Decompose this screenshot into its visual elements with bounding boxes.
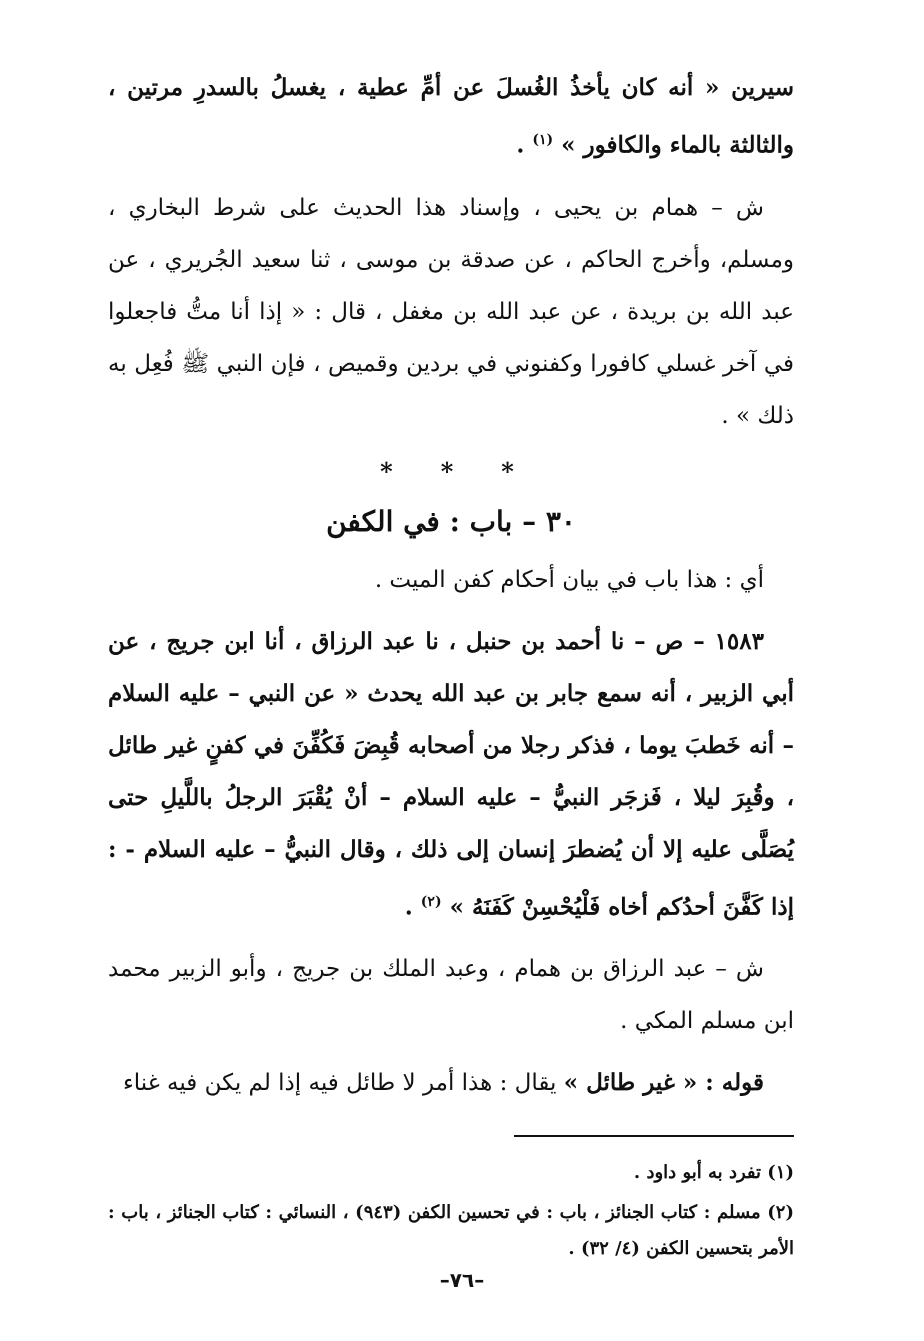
paragraph-text: يقال : هذا أمر لا طائل فيه إذا لم يكن فيه غناء <box>122 1070 564 1097</box>
footnote-ref-2: (٢) <box>420 893 442 910</box>
separator-star: * <box>440 456 462 486</box>
paragraph-explanation <box>108 1057 794 1109</box>
paragraph-commentary-1: ش – همام بن يحيى ، وإسناد هذا الحديث على شرط البخاري ، ومسلم، وأخرج الحاكم ، عن صدقة بن موسى ، ثنا سعيد الجُريري ، عن عبد الله بن بريدة ، عن عبد الله بن مغفل ، قال : « إذا أنا متُّ فاجعلوا في آخر غسلي كافورا وكفنوني في بردين وقميص ، فإن النبي ﷺ فُعِل به ذلك » . <box>108 194 794 429</box>
separator-star: * <box>501 456 522 486</box>
paragraph-chapter-intro: أي : هذا باب في بيان أحكام كفن الميت . <box>374 566 764 593</box>
paragraph-hadith-continuation <box>108 62 794 172</box>
footnote-1: (١) تفرد به أبو داود . <box>633 1162 794 1184</box>
footnote-2: (٢) مسلم : كتاب الجنائز ، باب : في تحسين الكفن (٩٤٣) ، النسائي : كتاب الجنائز ، باب : الأمر بتحسين الكفن (٤/ ٣٢) . <box>108 1202 794 1260</box>
separator-star: * <box>380 456 401 486</box>
paragraph-end: . <box>516 131 533 159</box>
page-number: –٧٦– <box>439 1268 485 1292</box>
footnote-ref-1: (١) <box>532 132 554 148</box>
page-body <box>108 62 794 1271</box>
chapter-title: ٣٠ – باب : في الكفن <box>326 504 576 538</box>
paragraph-hadith-1583 <box>108 616 794 934</box>
paragraph-text: ١٥٨٣ – ص – نا أحمد بن حنبل ، نا عبد الرزاق ، أنا ابن جريج ، عن أبي الزبير ، أنه سمع جابر بن عبد الله يحدث « عن النبي – عليه السلام – أنه خَطبَ يوما ، فذكر رجلا من أصحابه قُبِضَ فَكُفِّنَ في كفنٍ غير طائل ، وقُبِرَ ليلا ، فَزجَر النبيُّ – عليه السلام – أنْ يُقْبَرَ الرجلُ باللَّيلِ حتى يُصَلَّى عليه إلا أن يُضطرَ إنسان إلى ذلك ، وقال النبيُّ – عليه السلام - : إذا كَفَّنَ أحدُكم أخاه فَلْيُحْسِنْ كَفَنَهُ » <box>108 627 794 921</box>
footnote-divider <box>514 1135 794 1137</box>
paragraph-text: سيرين « أنه كان يأخذُ الغُسلَ عن أمِّ عطية ، يغسلُ بالسدرِ مرتين ، والثالثة بالماء والكافور » <box>108 74 794 159</box>
quoted-term: قوله : « غير طائل » <box>563 1069 764 1097</box>
paragraph-commentary-2: ش – عبد الرزاق بن همام ، وعبد الملك بن جريج ، وأبو الزبير محمد ابن مسلم المكي . <box>108 956 794 1035</box>
paragraph-end: . <box>404 893 421 921</box>
section-separator <box>108 452 794 492</box>
